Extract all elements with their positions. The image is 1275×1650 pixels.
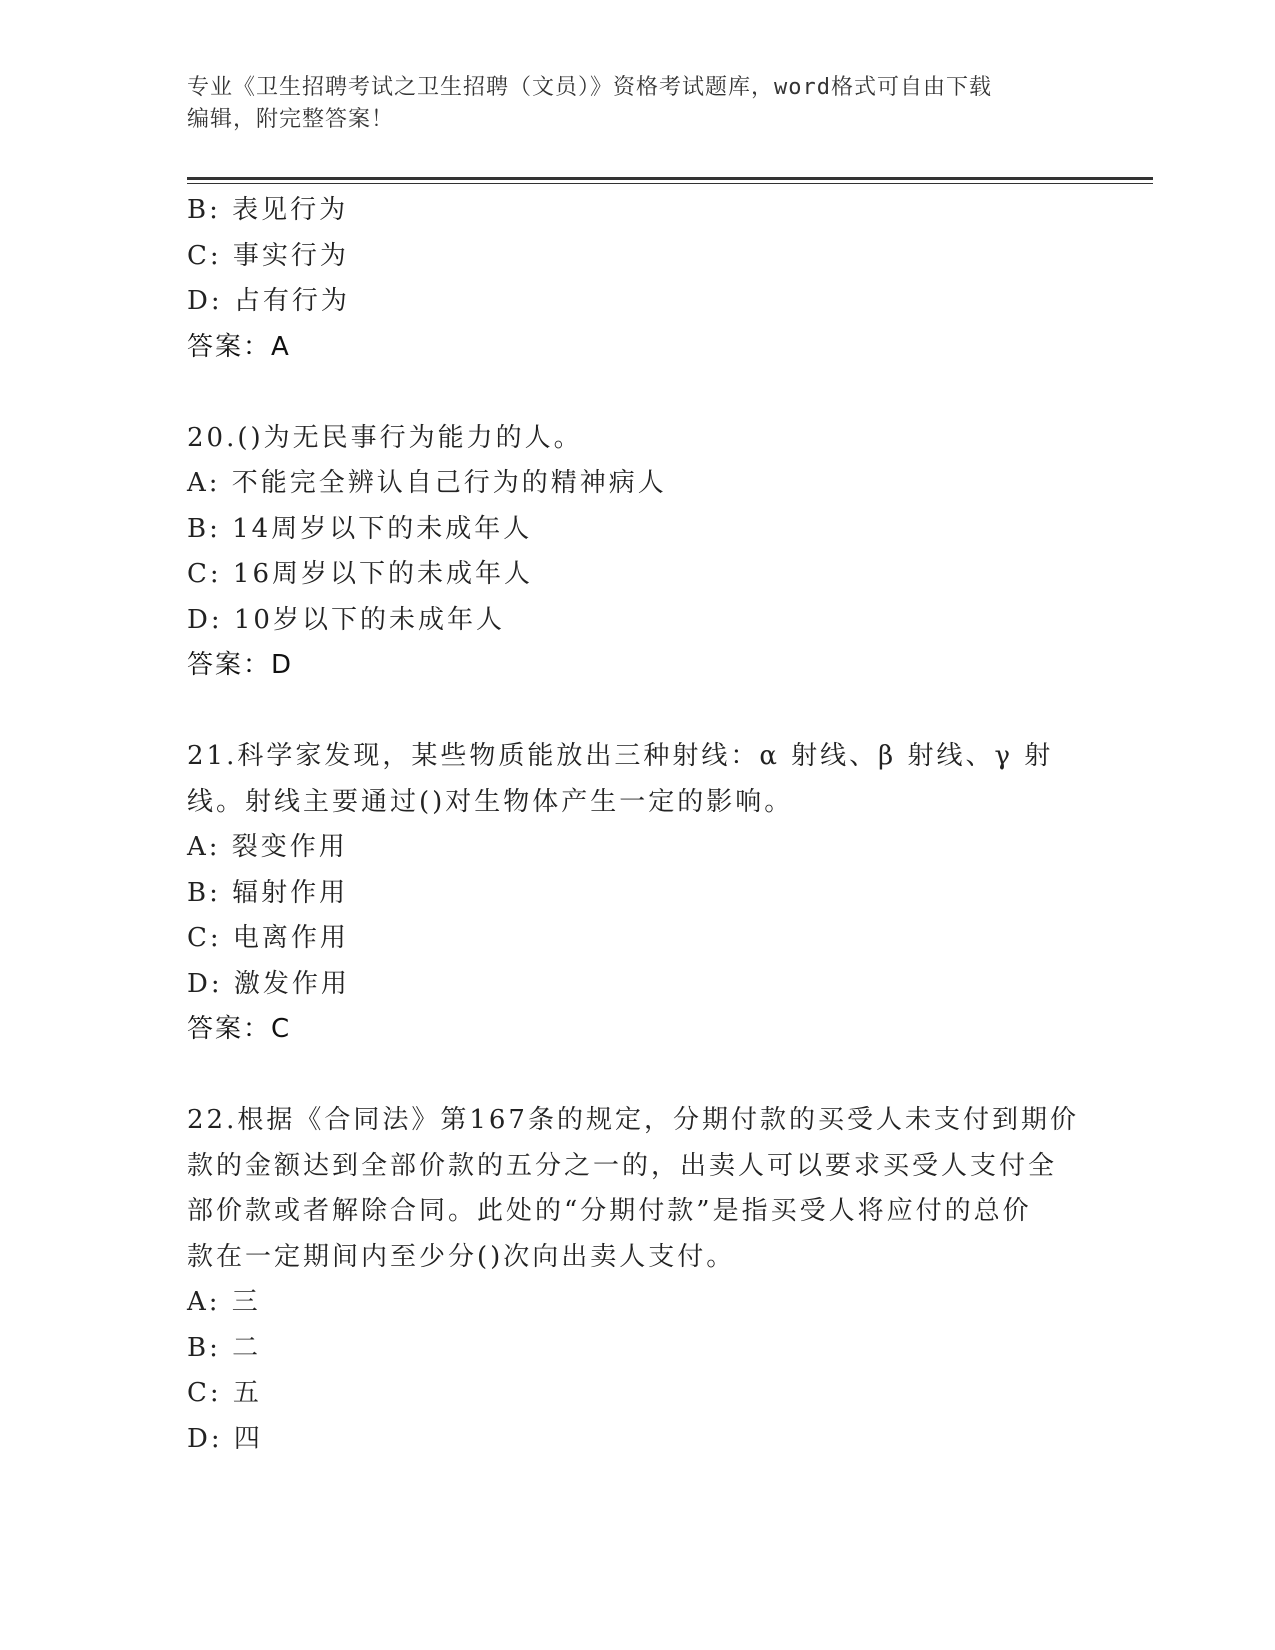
answer: 答案：C bbox=[187, 1014, 292, 1044]
option-a: A: 不能完全辨认自己行为的精神病人 bbox=[187, 468, 667, 498]
answer: 答案：A bbox=[187, 331, 291, 362]
spacer bbox=[187, 689, 1087, 735]
question-stem-line-1: 22.根据《合同法》第167条的规定，分期付款的买受人未支付到期价 bbox=[187, 1105, 1079, 1135]
question-stem-line-2: 款的金额达到全部价款的五分之一的，出卖人可以要求买受人支付全 bbox=[187, 1150, 1058, 1181]
question-stem-line-1: 21.科学家发现，某些物质能放出三种射线：α 射线、β 射线、γ 射 bbox=[187, 741, 1054, 771]
header-rule-thick bbox=[187, 177, 1153, 180]
option-b: B: 14周岁以下的未成年人 bbox=[187, 513, 533, 544]
option-c: C: 电离作用 bbox=[187, 923, 349, 953]
option-c: C: 事实行为 bbox=[187, 240, 349, 271]
question-stem-line-2: 线。射线主要通过()对生物体产生一定的影响。 bbox=[187, 786, 794, 817]
question-stem-line-4: 款在一定期间内至少分()次向出卖人支付。 bbox=[187, 1241, 736, 1272]
question-20 bbox=[187, 416, 1087, 689]
option-d: D: 激发作用 bbox=[187, 968, 350, 999]
header-rule-thin bbox=[187, 183, 1153, 184]
question-content bbox=[187, 188, 1087, 1462]
header-line-1: 专业《卫生招聘考试之卫生招聘（文员）》资格考试题库，word格式可自由下载 bbox=[187, 75, 992, 100]
spacer bbox=[187, 1053, 1087, 1099]
option-b: B: 辐射作用 bbox=[187, 877, 349, 908]
question-stem: 20.()为无民事行为能力的人。 bbox=[187, 422, 583, 453]
header-line-2: 编辑，附完整答案！ bbox=[187, 107, 395, 132]
question-22 bbox=[187, 1098, 1087, 1462]
option-a: A: 三 bbox=[187, 1287, 261, 1317]
option-a: A: 裂变作用 bbox=[187, 832, 348, 862]
option-d: D: 占有行为 bbox=[187, 286, 350, 316]
answer: 答案：D bbox=[187, 650, 294, 680]
option-c: C: 16周岁以下的未成年人 bbox=[187, 559, 534, 589]
question-21 bbox=[187, 734, 1087, 1053]
option-d: D: 四 bbox=[187, 1423, 263, 1454]
question-19-partial bbox=[187, 188, 1087, 370]
option-b: B: 表见行为 bbox=[187, 195, 349, 225]
document-header bbox=[187, 72, 1067, 136]
option-c: C: 五 bbox=[187, 1378, 262, 1408]
spacer bbox=[187, 370, 1087, 416]
option-b: B: 二 bbox=[187, 1332, 262, 1363]
option-d: D: 10岁以下的未成年人 bbox=[187, 604, 505, 635]
question-stem-line-3: 部价款或者解除合同。此处的“分期付款”是指买受人将应付的总价 bbox=[187, 1196, 1032, 1226]
